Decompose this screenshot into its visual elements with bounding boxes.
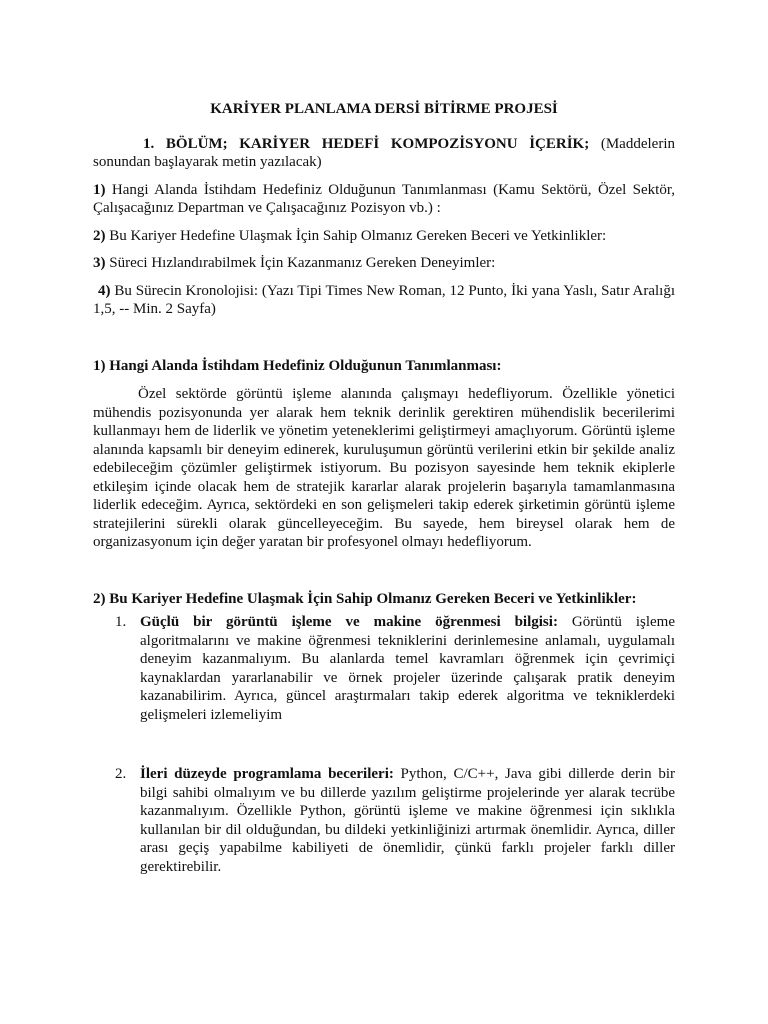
question-1 [93, 181, 675, 218]
document-title: KARİYER PLANLAMA DERSİ BİTİRME PROJESİ [210, 101, 558, 117]
list-item-text: Python, C/C++, Java gibi dillerde derin bir bilgi sahibi olmalıyım ve bu dillerde yazılım geliştirme projelerinde yer alarak tecrübe kazanmalıyım. Özellikle Python, görüntü işleme ve makine öğrenmesi için sıklıkla kullanılan bir dil olduğundan, bu dildeki yetkinliğinizi artırmak önemlidir. Ayrıca, diller arası geçiş yapabilme kabiliyeti de önemlidir, çünkü farklı projeler farklı diller gerektirebilir. [140, 766, 675, 875]
section-1-heading: 1) Hangi Alanda İstihdam Hedefiniz Olduğunun Tanımlanması: [93, 357, 502, 374]
question-text: Süreci Hızlandırabilmek İçin Kazanmanız Gereken Deneyimler: [105, 255, 496, 271]
section-2-heading: 2) Bu Kariyer Hedefine Ulaşmak İçin Sahip Olmanız Gereken Beceri ve Yetkinlikler: [93, 590, 637, 607]
question-number: 2) [93, 227, 106, 244]
spacer [93, 552, 675, 590]
list-item-number: 1. [115, 614, 127, 630]
question-number: 1) [93, 181, 106, 198]
document-page [93, 100, 675, 876]
chapter-note: (Maddelerin sonundan başlayarak metin yazılacak) [93, 135, 675, 170]
question-text: Bu Sürecin Kronolojisi: (Yazı Tipi Times New Roman, 12 Punto, İki yana Yaslı, Satır Aralığı 1,5, -- Min. 2 Sayfa) [93, 282, 675, 317]
question-text: Hangi Alanda İstihdam Hedefiniz Olduğunun Tanımlanması (Kamu Sektörü, Özel Sektör, Çalışacağınız Departman ve Çalışacağınız Pozisyon vb.) : [93, 181, 675, 216]
question-text: Bu Kariyer Hedefine Ulaşmak İçin Sahip Olmanız Gereken Beceri ve Yetkinlikler: [105, 227, 607, 244]
list-item [93, 613, 675, 724]
list-item-title: İleri düzeyde programlama becerileri: [140, 766, 394, 782]
question-3 [93, 254, 675, 273]
section-1-body: Özel sektörde görüntü işleme alanında çalışmayı hedefliyorum. Özellikle yönetici mühendis pozisyonunda yer alarak hem teknik derinlik gerektiren mühendislik becerilerimi kullanmayı hem de liderlik ve yönetim yeteneklerimi geliştirmeyi amaçlıyorum. Görüntü işleme alanında kapsamlı bir deneyim edinerek, kuruluşumun görüntü verilerini etkin bir şekilde analiz edebileceğim çözümler geliştirmek istiyorum. Bu pozisyon sayesinde hem teknik ekiplerle etkileşim içinde olacak hem de stratejik kararlar alarak projelerin başarıyla tamamlanmasına liderlik edeceğim. Ayrıca, sektördeki en son gelişmeleri takip ederek şirketimin görüntü işleme stratejilerini sürekli olarak güncelleyeceğim. Bu sayede, hem bireysel olarak hem de organizasyonum için değer yaratan bir profesyonel olmayı hedefliyorum. [93, 386, 675, 550]
spacer [93, 319, 675, 357]
question-2 [93, 227, 675, 246]
list-item [93, 765, 675, 876]
chapter-label: 1. BÖLÜM; KARİYER HEDEFİ KOMPOZİSYONU İÇERİK; [143, 135, 590, 152]
list-item-title: Güçlü bir görüntü işleme ve makine öğrenmesi bilgisi: [140, 614, 558, 630]
list-item-number: 2. [115, 766, 127, 782]
question-number: 3) [93, 255, 106, 271]
chapter-intro [93, 135, 675, 172]
question-number: 4) [98, 282, 111, 299]
list-item-text: Görüntü işleme algoritmalarını ve makine öğrenmesi tekniklerini derinlemesine anlamalı, uygulamalı deneyim kazanmalıyım. Bu alanlarda temel kavramları öğrenmek için çevrimiçi kaynaklardan yararlanabilir ve örnek projeler üzerinde çalışarak pratik deneyim kazanabilirim. Ayrıca, güncel araştırmaları takip ederek algoritma ve tekniklerdeki gelişmeleri izlemeliyim [140, 614, 675, 723]
skills-list [93, 613, 675, 876]
question-4 [93, 282, 675, 319]
